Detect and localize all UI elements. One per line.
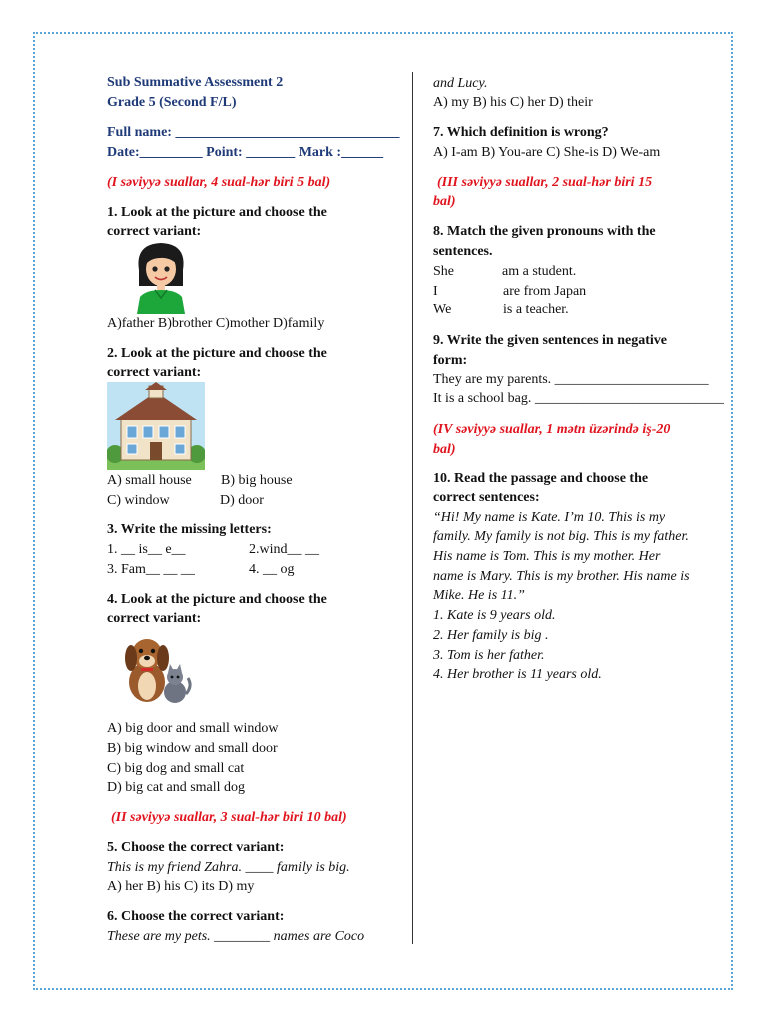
q2-option-b: B) big house — [221, 473, 293, 488]
q6-title: 6. Choose the correct variant: — [107, 909, 285, 924]
q10-title: 10. Read the passage and choose the — [433, 471, 649, 486]
q8-sentence-3: is a teacher. — [503, 302, 569, 317]
q1-title-cont: correct variant: — [107, 224, 202, 239]
q5-sentence: This is my friend Zahra. ____ family is big. — [107, 860, 350, 875]
q4-option-b: B) big window and small door — [107, 741, 278, 756]
q10-passage-line-1: “Hi! My name is Kate. I’m 10. This is my — [433, 510, 666, 525]
level-1-heading: (I səviyyə suallar, 4 sual-hər biri 5 bal) — [107, 175, 331, 190]
q10-choice-1: 1. Kate is 9 years old. — [433, 608, 556, 623]
q10-choice-4: 4. Her brother is 11 years old. — [433, 667, 602, 682]
date-point-mark-line: Date:_________ Point: _______ Mark :______ — [107, 145, 384, 160]
q4-title-cont: correct variant: — [107, 611, 202, 626]
level-2-heading: (II səviyyə suallar, 3 sual-hər biri 10 bal) — [111, 810, 347, 825]
q3-word-3: 3. Fam__ __ __ — [107, 562, 195, 577]
q4-option-a: A) big door and small window — [107, 721, 279, 736]
q10-choice-3: 3. Tom is her father. — [433, 648, 545, 663]
q5-title: 5. Choose the correct variant: — [107, 840, 285, 855]
q2-title: 2. Look at the picture and choose the — [107, 346, 327, 361]
q1-title: 1. Look at the picture and choose the — [107, 205, 327, 220]
q4-option-d: D) big cat and small dog — [107, 780, 246, 795]
q5-options: A) her B) his C) its D) my — [107, 879, 255, 894]
q10-title-cont: correct sentences: — [433, 490, 540, 505]
q4-option-c: C) big dog and small cat — [107, 761, 245, 776]
q8-sentence-1: am a student. — [502, 264, 577, 279]
level-4-heading: (IV səviyyə suallar, 1 mətn üzərində iş-20 — [433, 422, 671, 437]
q8-title-cont: sentences. — [433, 244, 493, 259]
q3-title: 3. Write the missing letters: — [107, 522, 272, 537]
q6-sentence-cont: and Lucy. — [433, 76, 488, 91]
q6-options: A) my B) his C) her D) their — [433, 95, 593, 110]
document-title: Sub Summative Assessment 2 — [107, 75, 284, 90]
q8-pronoun-3: We — [433, 302, 452, 317]
level-3-heading-cont: bal) — [433, 194, 456, 209]
q2-option-c: C) window — [107, 493, 170, 508]
q10-passage-line-4: name is Mary. This is my brother. His name is — [433, 569, 690, 584]
q1-options: A)father B)brother C)mother D)family — [107, 316, 325, 331]
q3-word-4: 4. __ og — [249, 562, 295, 577]
column-divider — [412, 72, 413, 944]
q9-sentence-1: They are my parents. ______________________ — [433, 372, 709, 387]
q8-pronoun-1: She — [433, 264, 454, 279]
q4-title: 4. Look at the picture and choose the — [107, 592, 327, 607]
q6-sentence: These are my pets. ________ names are Coco — [107, 929, 365, 944]
q9-title: 9. Write the given sentences in negative — [433, 333, 667, 348]
full-name-field: Full name: ________________________________ — [107, 125, 400, 140]
q3-word-1: 1. __ is__ e__ — [107, 542, 186, 557]
q2-option-a: A) small house — [107, 473, 192, 488]
q2-title-cont: correct variant: — [107, 365, 202, 380]
q8-sentence-2: are from Japan — [503, 284, 587, 299]
q9-sentence-2: It is a school bag. ___________________________ — [433, 391, 724, 406]
dog-and-cat-picture — [117, 632, 193, 704]
q7-options: A) I-am B) You-are C) She-is D) We-am — [433, 145, 661, 160]
q10-passage-line-5: Mike. He is 11.” — [433, 588, 525, 603]
woman-picture — [130, 240, 192, 314]
house-picture — [107, 382, 205, 470]
q10-passage-line-3: His name is Tom. This is my mother. Her — [433, 549, 661, 564]
grade-line: Grade 5 (Second F/L) — [107, 95, 237, 110]
q10-passage-line-2: family. My family is not big. This is my father. — [433, 529, 689, 544]
q10-choice-2: 2. Her family is big . — [433, 628, 549, 643]
q8-pronoun-2: I — [433, 284, 438, 299]
q7-title: 7. Which definition is wrong? — [433, 125, 609, 140]
q8-title: 8. Match the given pronouns with the — [433, 224, 656, 239]
q3-word-2: 2.wind__ __ — [249, 542, 319, 557]
q2-option-d: D) door — [220, 493, 264, 508]
level-4-heading-cont: bal) — [433, 442, 456, 457]
q9-title-cont: form: — [433, 353, 468, 368]
level-3-heading: (III səviyyə suallar, 2 sual-hər biri 15 — [437, 175, 653, 190]
